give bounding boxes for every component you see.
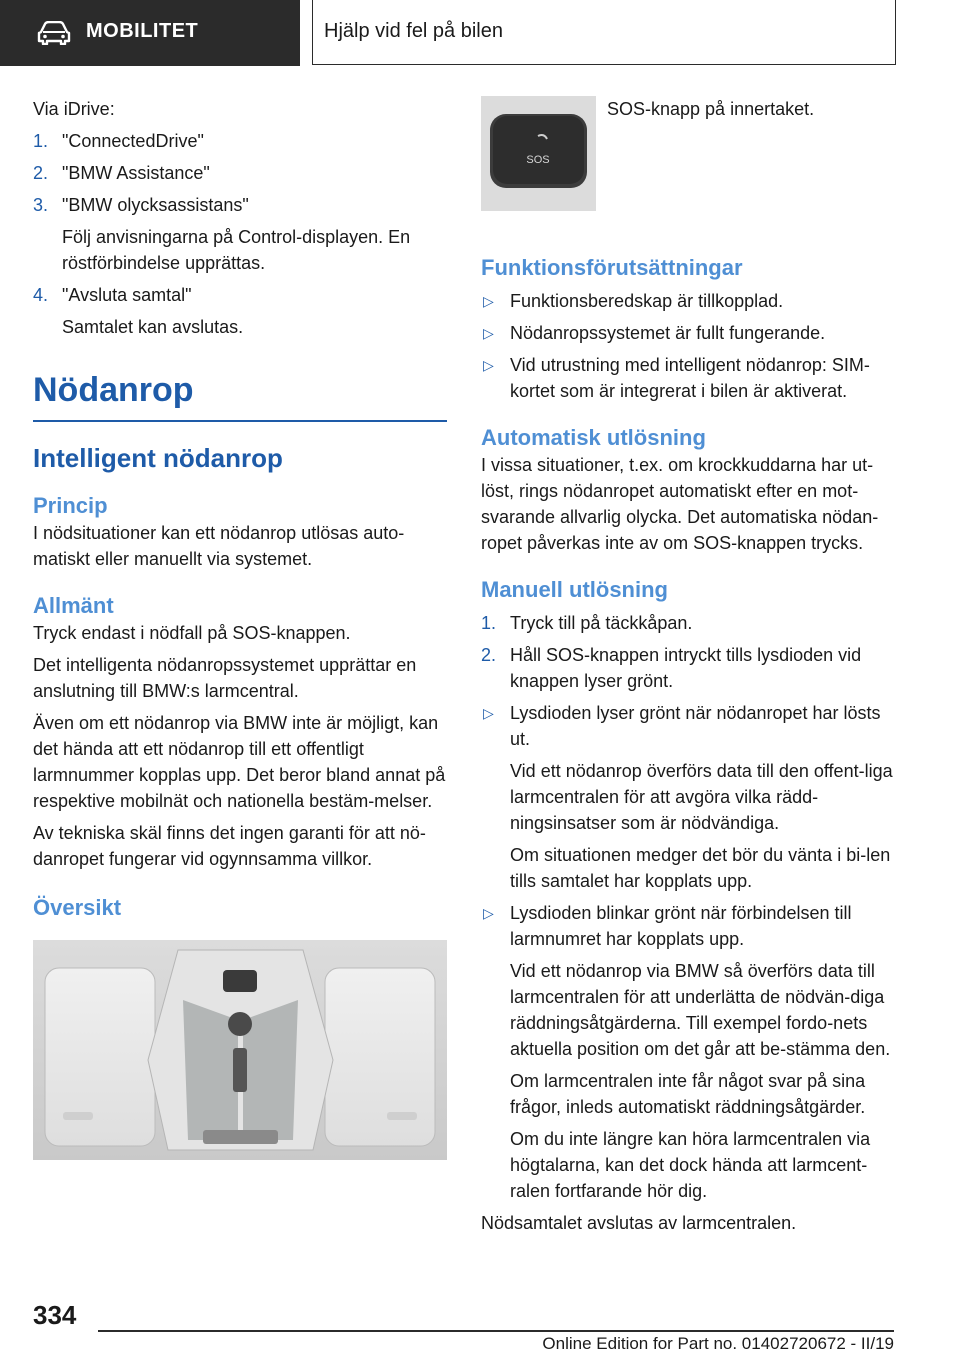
sos-button-label: SOS (526, 154, 550, 166)
sos-button-illustration (481, 96, 596, 211)
triangle-bullet-icon: ▷ (483, 357, 494, 373)
section-tab (0, 0, 300, 66)
list-item (481, 642, 896, 694)
idrive-steps (33, 128, 447, 340)
princip-text: I nödsituationer kan ett nödanrop utlösas auto-matiskt eller manuellt via systemet. (33, 522, 405, 569)
page-title: Nödanrop (33, 371, 194, 409)
list-text: Funktionsberedskap är tillkopplad. (510, 291, 784, 311)
step-text: "BMW olycksassistans" (62, 195, 249, 215)
left-column (33, 96, 447, 1165)
list-item (481, 288, 896, 314)
note-paragraph: Om situationen medger det bör du vänta i bi-len tills samtalet har kopplats upp. (510, 845, 891, 891)
page-number: 334 (33, 1300, 77, 1330)
oversikt-heading: Översikt (33, 894, 122, 920)
led-status-list (481, 900, 896, 952)
allmant-paragraph: Av tekniska skäl finns det ingen garanti för att nö-danropet fungerar vid ogynnsamma villkor. (33, 822, 426, 869)
list-item (33, 192, 447, 276)
step-text: "Avsluta samtal" (62, 285, 192, 305)
title-divider (33, 420, 447, 422)
list-item (481, 900, 896, 952)
step-text: "ConnectedDrive" (62, 131, 204, 151)
list-item (481, 700, 896, 752)
chapter-title: Hjälp vid fel på bilen (324, 20, 503, 42)
note-paragraph: Vid ett nödanrop via BMW så överförs data till larmcentralen för att underlätta de nödvän-diga räddningsåtgärderna. Till exempel fordo-nets aktuella position om det går att be-stämma den. (510, 961, 891, 1059)
manuell-steps (481, 610, 896, 694)
step-number: 4. (33, 285, 49, 305)
closing-text: Nödsamtalet avslutas av larmcentralen. (481, 1213, 797, 1233)
allmant-paragraph: Det intelligenta nödanropssystemet upprättar en anslutning till BMW:s larmcentral. (33, 654, 417, 701)
footer-divider (98, 1330, 894, 1332)
list-item (481, 320, 896, 346)
edition-text: Online Edition for Part no. 01402720672 - II/19 (542, 1334, 894, 1353)
step-note: Samtalet kan avslutas. (62, 317, 244, 337)
step-number: 1. (481, 613, 497, 633)
step-text: "BMW Assistance" (62, 163, 210, 183)
section-heading: Intelligent nödanrop (33, 442, 283, 473)
triangle-bullet-icon: ▷ (483, 325, 494, 341)
led-status-list (481, 700, 896, 752)
note-paragraph: Vid ett nödanrop överförs data till den offent-liga larmcentralen för att avgöra vilka rädd-ningsinsatser som är nödvändiga. (510, 761, 893, 833)
triangle-bullet-icon: ▷ (483, 905, 494, 921)
page-header (0, 0, 960, 66)
allmant-paragraph: Tryck endast i nödfall på SOS-knappen. (33, 622, 351, 643)
section-title: MOBILITET (86, 20, 199, 42)
list-item (481, 352, 896, 404)
triangle-bullet-icon: ▷ (483, 705, 494, 721)
step-number: 2. (33, 163, 49, 183)
auto-heading: Automatisk utlösning (481, 425, 706, 450)
note-paragraph: Om du inte längre kan höra larmcentralen via högtalarna, kan det dock hända att larmcent-ralen fortfarande hör dig. (510, 1129, 871, 1201)
step-number: 3. (33, 195, 49, 215)
sos-figure (481, 96, 896, 224)
car-icon (36, 21, 72, 45)
via-idrive-label: Via iDrive: (33, 99, 115, 119)
roof-console-illustration (33, 940, 447, 1160)
manuell-heading: Manuell utlösning (481, 577, 668, 602)
step-text: Håll SOS-knappen intryckt tills lysdioden vid knappen lyser grönt. (510, 645, 862, 691)
right-column (481, 96, 896, 1236)
list-text: Lysdioden blinkar grönt när förbindelsen till larmnumret har kopplats upp. (510, 903, 852, 949)
allmant-heading: Allmänt (33, 592, 114, 618)
step-number: 1. (33, 131, 49, 151)
list-item (33, 160, 447, 186)
triangle-bullet-icon: ▷ (483, 293, 494, 309)
list-item (33, 128, 447, 154)
allmant-paragraph: Även om ett nödanrop via BMW inte är möjligt, kan det hända att ett nödanrop till ett offentligt larmnummer kopplas upp. Det beror bland annat på respektive mobilnät och nationella bestäm-melser. (33, 712, 446, 811)
auto-text: I vissa situationer, t.ex. om krockkuddarna har ut-löst, rings nödanropet automatiskt efter en mot-svarande allvarlig olycka. Det automatiska nödan-ropet påverkas inte av om SOS-knappen trycks. (481, 455, 879, 553)
list-item (33, 282, 447, 340)
list-text: Lysdioden lyser grönt när nödanropet har lösts ut. (510, 703, 881, 749)
funktion-list (481, 288, 896, 404)
chapter-tab (312, 0, 896, 65)
step-number: 2. (481, 645, 497, 665)
list-text: Nödanropssystemet är fullt fungerande. (510, 323, 826, 343)
sos-caption: SOS-knapp på innertaket. (607, 99, 815, 119)
list-text: Vid utrustning med intelligent nödanrop: SIM-kortet som är integrerat i bilen är aktiverat. (510, 355, 870, 401)
princip-heading: Princip (33, 492, 108, 518)
step-text: Tryck till på täckkåpan. (510, 613, 693, 633)
step-note: Följ anvisningarna på Control-displayen. En röstförbindelse upprättas. (62, 227, 411, 273)
list-item (481, 610, 896, 636)
funktion-heading: Funktionsförutsättningar (481, 255, 743, 280)
note-paragraph: Om larmcentralen inte får något svar på sina frågor, inleds automatiskt räddningsåtgärder. (510, 1071, 866, 1117)
